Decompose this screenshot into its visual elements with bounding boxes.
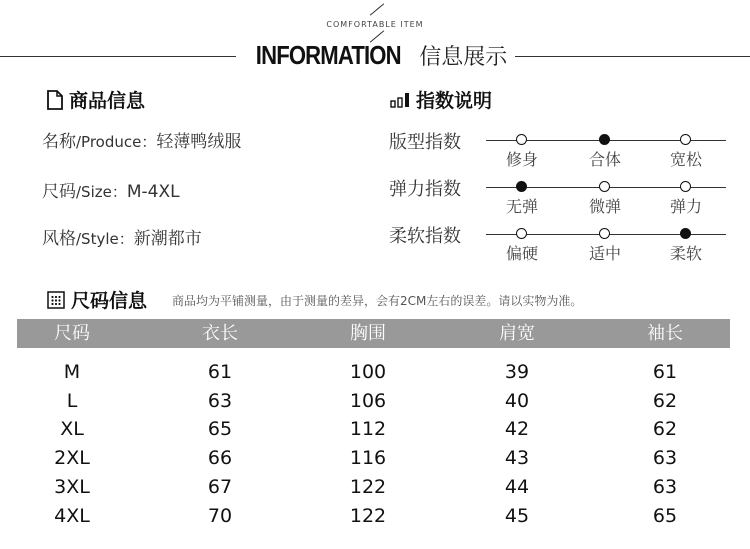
table-cell: 42 bbox=[504, 418, 530, 440]
index-option-label: 偏硬 bbox=[505, 244, 538, 263]
table-cell: 61 bbox=[207, 361, 233, 383]
table-cell: 70 bbox=[207, 505, 233, 527]
table-cell: 100 bbox=[349, 361, 387, 383]
index-dot bbox=[599, 228, 610, 239]
index-label: 柔软指数 bbox=[389, 226, 461, 247]
table-header-cell: 胸围 bbox=[350, 323, 386, 344]
product-size-label-en: /Size： bbox=[76, 183, 127, 201]
index-dot bbox=[599, 181, 610, 192]
index-option-label: 修身 bbox=[505, 150, 538, 169]
table-cell: 63 bbox=[207, 390, 233, 412]
table-row-size: 4XL bbox=[54, 505, 90, 527]
table-row-size: 3XL bbox=[54, 476, 90, 498]
product-section-label: 商品信息 bbox=[69, 90, 146, 112]
index-dot-selected bbox=[516, 181, 527, 192]
table-header-cell: 袖长 bbox=[647, 323, 683, 344]
index-dot bbox=[516, 228, 527, 239]
grid-icon bbox=[47, 291, 65, 309]
table-cell: 39 bbox=[504, 361, 530, 383]
table-cell: 122 bbox=[349, 505, 387, 527]
product-style-label: 风格 bbox=[42, 229, 76, 249]
table-cell: 45 bbox=[504, 505, 530, 527]
table-cell: 63 bbox=[652, 476, 678, 498]
index-option-label: 宽松 bbox=[669, 150, 702, 169]
product-section-title bbox=[47, 86, 145, 113]
index-option-label: 合体 bbox=[588, 150, 621, 169]
index-option-label: 弹力 bbox=[669, 197, 702, 216]
size-section-label: 尺码信息 bbox=[71, 290, 148, 312]
size-section-title bbox=[47, 286, 147, 313]
product-name-label: 名称 bbox=[42, 132, 76, 152]
page-title-zh: 信息展示 bbox=[419, 45, 508, 70]
page-title-en: INFORMATION bbox=[255, 40, 401, 70]
product-style-label-en: /Style： bbox=[76, 230, 134, 248]
product-size-row bbox=[42, 177, 180, 202]
table-row-size: L bbox=[66, 390, 78, 412]
table-cell: 65 bbox=[207, 418, 233, 440]
index-dot bbox=[516, 134, 527, 145]
product-name-label-en: /Produce： bbox=[76, 133, 157, 151]
index-dot bbox=[680, 181, 691, 192]
index-dot-selected bbox=[680, 228, 691, 239]
product-name-row bbox=[42, 127, 241, 152]
table-cell: 43 bbox=[504, 447, 530, 469]
product-style-value: 新潮都市 bbox=[133, 229, 202, 249]
product-style-row bbox=[42, 224, 202, 249]
table-header-cell: 衣长 bbox=[202, 323, 238, 344]
table-cell: 116 bbox=[349, 447, 387, 469]
product-name-value: 轻薄鸭绒服 bbox=[156, 132, 242, 152]
index-option-label: 柔软 bbox=[669, 244, 702, 263]
table-cell: 112 bbox=[349, 418, 387, 440]
index-dot bbox=[680, 134, 691, 145]
table-row-size: XL bbox=[60, 418, 84, 440]
table-row-size: 2XL bbox=[54, 447, 90, 469]
size-table-header bbox=[17, 319, 730, 348]
index-label: 版型指数 bbox=[389, 132, 461, 153]
table-cell: 67 bbox=[207, 476, 233, 498]
table-cell: 61 bbox=[652, 361, 678, 383]
table-cell: 62 bbox=[652, 390, 678, 412]
index-section-title bbox=[390, 86, 492, 113]
table-header-cell: 尺码 bbox=[54, 323, 90, 344]
table-row-size: M bbox=[63, 361, 81, 383]
index-dot-selected bbox=[599, 134, 610, 145]
index-option-label: 无弹 bbox=[505, 197, 538, 216]
table-cell: 62 bbox=[652, 418, 678, 440]
table-cell: 66 bbox=[207, 447, 233, 469]
table-cell: 122 bbox=[349, 476, 387, 498]
index-option-label: 适中 bbox=[588, 244, 621, 263]
document-icon bbox=[47, 90, 63, 110]
size-note: 商品均为平铺测量，由于测量的差异，会有2CM左右的误差。请以实物为准。 bbox=[172, 294, 583, 308]
table-cell: 40 bbox=[504, 390, 530, 412]
table-cell: 44 bbox=[504, 476, 530, 498]
index-section-label: 指数说明 bbox=[416, 90, 493, 112]
tagline: COMFORTABLE ITEM bbox=[326, 20, 424, 29]
page-title bbox=[0, 40, 750, 71]
table-cell: 65 bbox=[652, 505, 678, 527]
product-size-value: M-4XL bbox=[126, 182, 180, 202]
index-option-label: 微弹 bbox=[588, 197, 621, 216]
bar-chart-icon bbox=[390, 92, 410, 108]
product-size-label: 尺码 bbox=[42, 182, 76, 202]
table-cell: 63 bbox=[652, 447, 678, 469]
table-header-cell: 肩宽 bbox=[499, 323, 535, 344]
index-label: 弹力指数 bbox=[389, 179, 461, 200]
tagline-slash-top bbox=[370, 3, 384, 15]
table-cell: 106 bbox=[349, 390, 387, 412]
